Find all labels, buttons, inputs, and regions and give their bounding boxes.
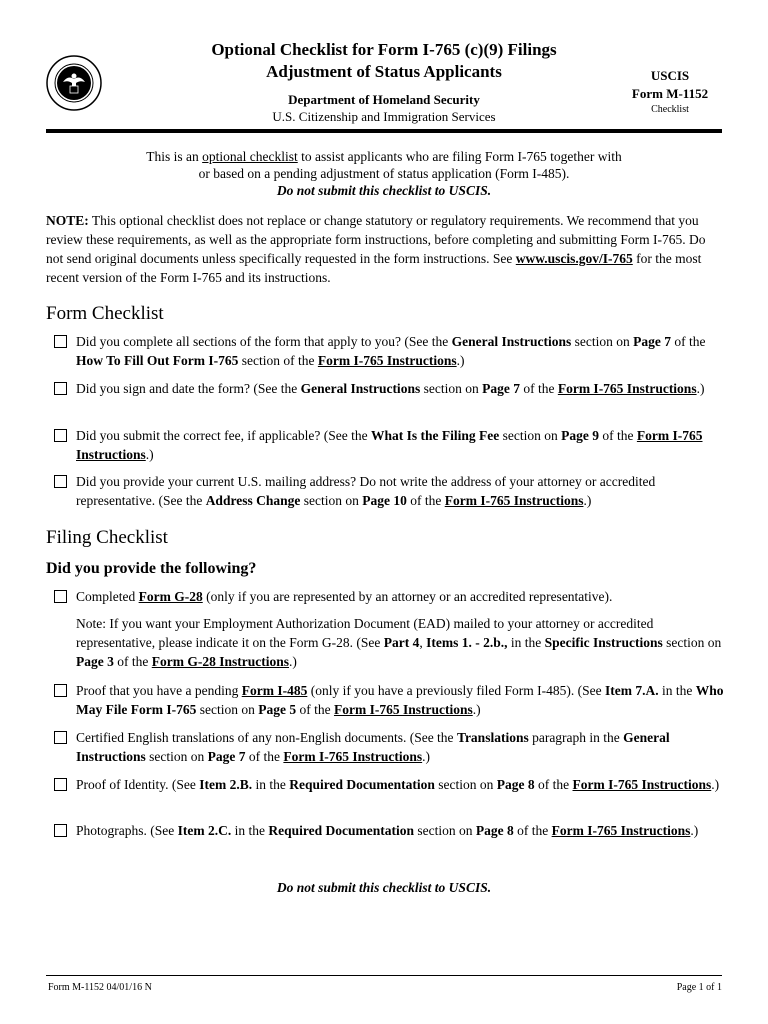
checklist-item-text: Proof of Identity. (See Item 2.B. in the Required Documentation section on Page 8 of the Form I-765 Instructions.)	[76, 777, 720, 792]
filing-checklist-heading: Filing Checklist	[46, 527, 168, 548]
intro-line1	[46, 148, 722, 165]
form-i485-link[interactable]: Form I-485	[241, 683, 308, 698]
intro-text: This is an	[146, 149, 203, 164]
optional-checklist-link[interactable]: optional checklist	[202, 149, 298, 164]
form-title-line1: Optional Checklist for Form I-765 (c)(9) Filings	[211, 40, 557, 59]
footer-page-number: Page 1 of 1	[676, 982, 722, 993]
header-form-type: Checklist	[651, 104, 689, 115]
checkbox[interactable]	[54, 824, 67, 837]
checklist-item-text: Did you complete all sections of the form that apply to you? (See the General Instructions section on Page 7 of the How To Fill Out Form I-765 section of the Form I-765 Instructions.)	[76, 334, 706, 368]
filing-subheading: Did you provide the following?	[46, 560, 257, 577]
i765-instructions-link[interactable]: Form I-765 Instructions	[76, 428, 703, 462]
intro-block	[46, 148, 722, 199]
closing-warning: Do not submit this checklist to USCIS.	[276, 880, 492, 895]
i765-instructions-link[interactable]: Form I-765 Instructions	[551, 823, 691, 838]
checklist-item-text: Did you provide your current U.S. mailing address? Do not write the address of your attorney or accredited representative. (See the Address Change section on Page 10 of the Form I-765 Instructions.)	[76, 474, 656, 508]
form-title-line2: Adjustment of Status Applicants	[266, 62, 502, 81]
g28-note: Note: If you want your Employment Authorization Document (EAD) mailed to your attorney or accredited representative, please indicate it on the Form G-28. (See Part 4, Items 1. - 2.b., in the Specific Instructions section on Page 3 of the Form G-28 Instructions.)	[76, 616, 722, 669]
note-label: NOTE:	[46, 213, 89, 228]
g28-instructions-link[interactable]: Form G-28 Instructions	[151, 654, 289, 669]
agency-name: U.S. Citizenship and Immigration Services	[272, 109, 496, 124]
checklist-item-text: Did you sign and date the form? (See the General Instructions section on Page 7 of the Form I-765 Instructions.)	[76, 381, 705, 396]
checklist-item-text: Photographs. (See Item 2.C. in the Required Documentation section on Page 8 of the Form I-765 Instructions.)	[76, 823, 699, 838]
checklist-item-text: Proof that you have a pending Form I-485 (only if you have a previously filed Form I-485). (See Item 7.A. in the Who May File Form I-765 section on Page 5 of the Form I-765 Instructions.)	[76, 683, 724, 717]
header-form-number: Form M-1152	[631, 86, 709, 101]
checkbox[interactable]	[54, 684, 67, 697]
checklist-item-text: Completed Form G-28 (only if you are represented by an attorney or an accredited representative).	[76, 589, 613, 604]
header-rule	[46, 129, 722, 133]
footer-form-edition: Form M-1152 04/01/16 N	[48, 982, 152, 993]
intro-line2: or based on a pending adjustment of status application (Form I-485).	[198, 166, 570, 181]
intro-text-rest: to assist applicants who are filing Form I-765 together with	[297, 149, 622, 164]
i765-instructions-link[interactable]: Form I-765 Instructions	[572, 777, 712, 792]
i765-instructions-link[interactable]: Form I-765 Instructions	[557, 381, 697, 396]
note-text-end: for the most recent version of the Form I-765 and its instructions.	[46, 251, 702, 285]
department-name: Department of Homeland Security	[288, 92, 480, 107]
checklist-item-text: Did you submit the correct fee, if applicable? (See the What Is the Filing Fee section on Page 9 of the Form I-765 Instructions.)	[76, 428, 703, 462]
checkbox[interactable]	[54, 382, 67, 395]
uscis-url-link[interactable]: www.uscis.gov/I-765	[515, 251, 633, 266]
header-agency-abbrev: USCIS	[650, 68, 690, 83]
checkbox[interactable]	[54, 590, 67, 603]
footer-rule	[46, 975, 722, 976]
i765-instructions-link[interactable]: Form I-765 Instructions	[283, 749, 423, 764]
note-text: This optional checklist does not replace or change statutory or regulatory requirements. We recommend that you review these requirements, as well as the appropriate form instructions, before completing and submitting Form I-765. Do not send original documents unless specifically requested in the form instructions. See	[46, 213, 706, 266]
checkbox[interactable]	[54, 731, 67, 744]
checkbox[interactable]	[54, 778, 67, 791]
form-checklist-heading: Form Checklist	[46, 303, 164, 324]
i765-instructions-link[interactable]: Form I-765 Instructions	[333, 702, 473, 717]
form-g28-link[interactable]: Form G-28	[138, 589, 203, 604]
i765-instructions-link[interactable]: Form I-765 Instructions	[317, 353, 457, 368]
note-paragraph	[46, 211, 726, 287]
intro-warning: Do not submit this checklist to USCIS.	[276, 183, 492, 198]
i765-instructions-link[interactable]: Form I-765 Instructions	[444, 493, 584, 508]
checkbox[interactable]	[54, 335, 67, 348]
checkbox[interactable]	[54, 475, 67, 488]
checklist-item-text: Certified English translations of any non-English documents. (See the Translations paragraph in the General Instructions section on Page 7 of the Form I-765 Instructions.)	[76, 730, 670, 764]
checkbox[interactable]	[54, 429, 67, 442]
